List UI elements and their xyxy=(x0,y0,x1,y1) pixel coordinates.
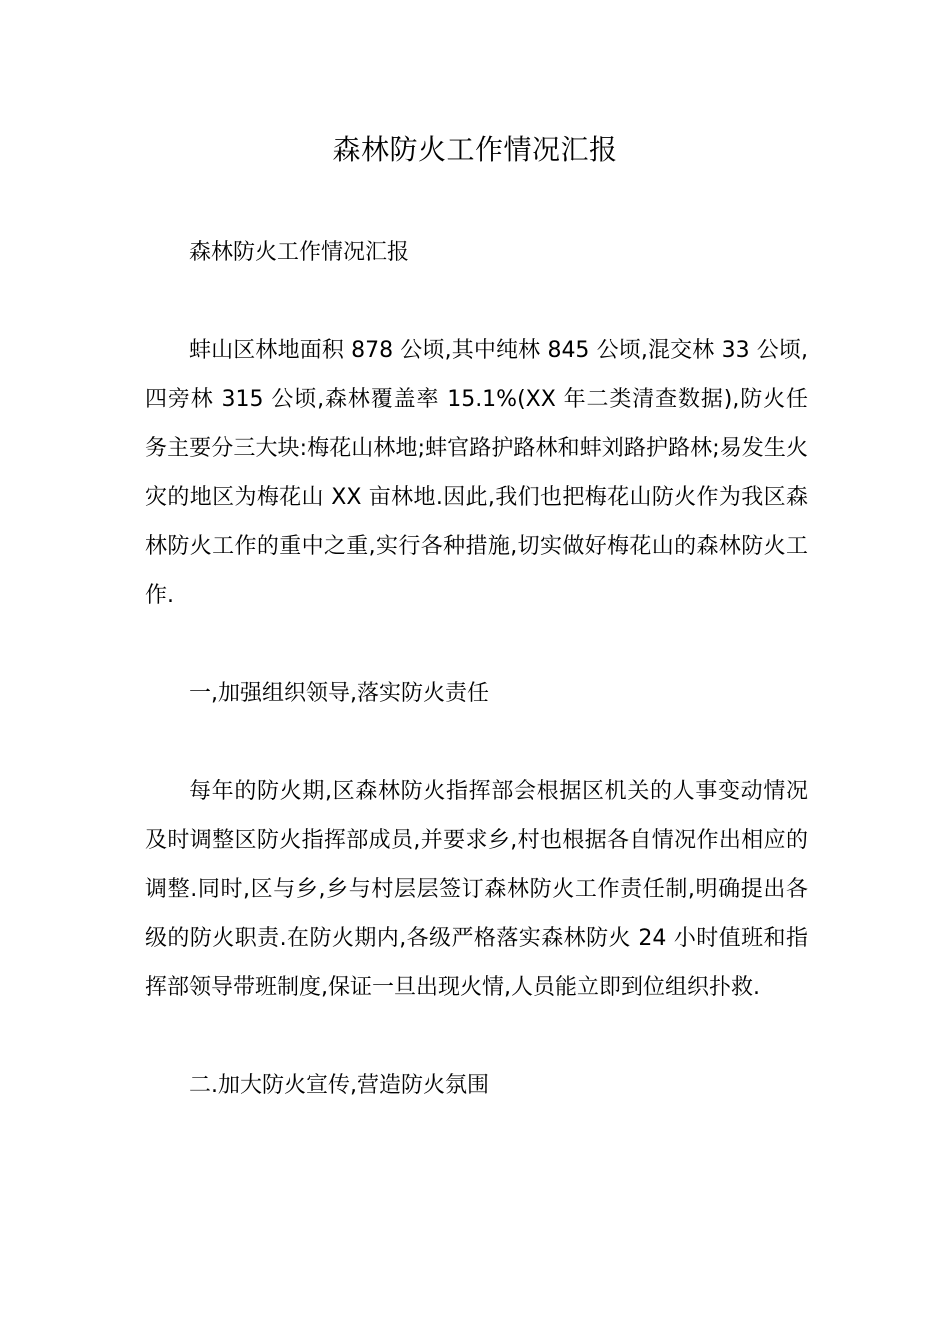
section-1-paragraph: 每年的防火期,区森林防火指挥部会根据区机关的人事变动情况及时调整区防火指挥部成员,并要求乡,村也根据各自情况作出相应的调整.同时,区与乡,乡与村层层签订森林防火工作责任制,明确提出各级的防火职责.在防火期内,各级严格落实森林防火 24 小时值班和指挥部领导带班制度,保证一旦出现火情,人员能立即到位组织扑救. xyxy=(145,779,808,1000)
section-heading-1: 一,加强组织领导,落实防火责任 xyxy=(189,681,489,706)
document-title: 森林防火工作情况汇报 xyxy=(332,133,618,166)
subtitle-paragraph: 森林防火工作情况汇报 xyxy=(189,240,410,265)
section-heading-2: 二.加大防火宣传,营造防火氛围 xyxy=(189,1073,489,1098)
document-body xyxy=(145,228,808,1110)
intro-paragraph: 蚌山区林地面积 878 公顷,其中纯林 845 公顷,混交林 33 公顷,四旁林 315 公顷,森林覆盖率 15.1%(XX 年二类清查数据),防火任务主要分三大块:梅花山林地;蚌官路护路林和蚌刘路护路林;易发生火灾的地区为梅花山 XX 亩林地.因此,我们也把梅花山防火作为我区森林防火工作的重中之重,实行各种措施,切实做好梅花山的森林防火工作. xyxy=(145,338,808,608)
